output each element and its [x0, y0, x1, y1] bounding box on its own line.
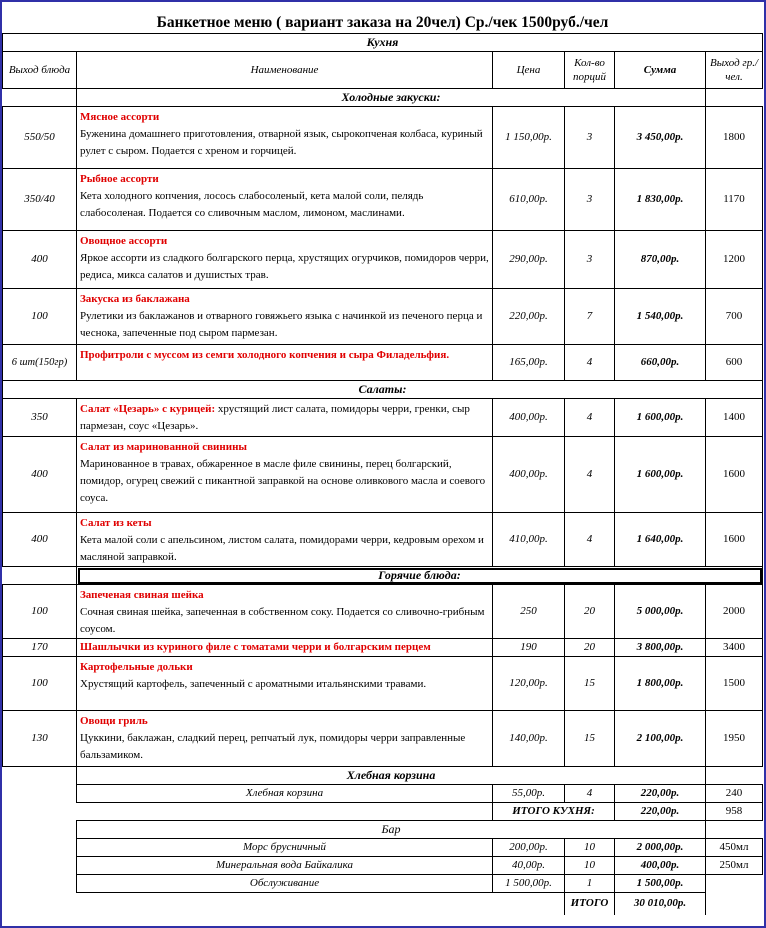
kitchen-total-label: ИТОГО КУХНЯ: [493, 803, 615, 821]
dish-desc: Маринованное в травах, обжаренное в масле филе свинины, перец болгарский, помидор, огурец свежий с пикантной заправкой на основе оливкового масла и соевого соуса. [80, 458, 486, 504]
dish-desc: Хрустящий картофель, запеченный с ароматными итальянскими травами. [80, 678, 427, 690]
header-row [3, 52, 763, 89]
menu-sheet [2, 2, 764, 926]
table-row: 100 Закуска из баклажана Рулетики из баклажанов и отварного говяжьего языка с начинкой из печеного перца и чеснока, запеченные под сыром пармезан. 220,00р. 7 1 540,00р. 700 [3, 289, 763, 345]
table-row: 400 Овощное ассорти Яркое ассорти из сладкого болгарского перца, хрустящих огурчиков, помидоров черри, редиса, микса салатов и душистых трав. 290,00р. 3 870,00р. 1200 [3, 231, 763, 289]
table-row: 170 Шашлычки из куриного филе с томатами черри и болгарским перцем 190 20 3 800,00р. 3400 [3, 639, 763, 657]
dish-desc: Цуккини, баклажан, сладкий перец, репчатый лук, помидоры черри заправленные бальзамиком. [80, 732, 466, 761]
table-row: 6 шт(150гр) Профитроли с муссом из семги холодного копчения и сыра Филадельфия. 165,00р. 4 660,00р. 600 [3, 345, 763, 381]
col-header-out: Выход блюда [3, 52, 77, 89]
dish-desc: хрустящий лист салата, помидоры черри, гренки, сыр пармезан, соус «Цезарь». [80, 403, 470, 432]
dish-cell [77, 639, 493, 657]
dish-name: Рыбное ассорти [80, 173, 159, 185]
table-row: 400 Салат из маринованной свинины Маринованное в травах, обжаренное в масле филе свинины, перец болгарский, помидор, огурец свежий с пикантной заправкой на основе оливкового масла и соевого соуса. 400,00р. 4 1 600,00р. 1600 [3, 437, 763, 513]
dish-cell [77, 289, 493, 345]
dish-cell [77, 437, 493, 513]
dish-name: Салат «Цезарь» с курицей: [80, 403, 216, 415]
table-row: 400 Салат из кеты Кета малой соли с апельсином, листом салата, помидорами черри, кедровым орехом и масляной заправкой. 410,00р. 4 1 640,00р. 1600 [3, 513, 763, 567]
dish-name: Салат из кеты [80, 517, 152, 529]
dish-cell [77, 711, 493, 767]
table-row: 350/40 Рыбное ассорти Кета холодного копчения, лосось слабосоленый, кета малой соли, пелядь слабосоленая. Подается со сливочным маслом, лимоном, маслинами. 610,00р. 3 1 830,00р. 1170 [3, 169, 763, 231]
dish-cell [77, 345, 493, 381]
col-header-qty: Кол-во порций [565, 52, 615, 89]
dish-name: Овощи гриль [80, 715, 148, 727]
table-row: Морс брусничный 200,00р. 10 2 000,00р. 450мл [3, 839, 763, 857]
kitchen-total-sum: 220,00р. [615, 803, 706, 821]
dish-desc: Буженина домашнего приготовления, отварной язык, сырокопченая колбаса, куриный рулет с сыром. Подается с хреном и горчицей. [80, 128, 483, 157]
section-hot: Горячие блюда: [77, 567, 763, 585]
grand-total-row [3, 893, 763, 915]
dish-name: Профитроли с муссом из семги холодного копчения и сыра Филадельфия. [80, 349, 450, 361]
dish-cell [77, 169, 493, 231]
grand-total-sum: 30 010,00р. [615, 893, 706, 915]
section-bar: Бар [77, 821, 706, 839]
page-title: Банкетное меню ( вариант заказа на 20чел) Ср./чек 1500руб./чел [156, 14, 609, 31]
table-row: 130 Овощи гриль Цуккини, баклажан, сладкий перец, репчатый лук, помидоры черри заправленные бальзамиком. 140,00р. 15 2 100,00р. 1950 [3, 711, 763, 767]
dish-cell [77, 399, 493, 437]
kitchen-total-row [3, 803, 763, 821]
dish-cell [77, 585, 493, 639]
dish-cell [77, 657, 493, 711]
dish-desc: Сочная свиная шейка, запеченная в собственном соку. Подается со сливочно-грибным соусом. [80, 606, 485, 635]
section-bread: Хлебная корзина [77, 767, 706, 785]
dish-name: Овощное ассорти [80, 235, 168, 247]
table-row: Минеральная вода Байкалика 40,00р. 10 400,00р. 250мл [3, 857, 763, 875]
table-row: 100 Картофельные дольки Хрустящий картофель, запеченный с ароматными итальянскими травами. 120,00р. 15 1 800,00р. 1500 [3, 657, 763, 711]
dish-cell [77, 107, 493, 169]
section-salads: Салаты: [3, 381, 763, 399]
banquet-menu-table [2, 2, 763, 915]
dish-desc: Рулетики из баклажанов и отварного говяжьего языка с начинкой из печеного перца и чеснока, запеченные под сыром пармезан. [80, 310, 483, 339]
col-header-sum: Сумма [615, 52, 706, 89]
dish-desc: Яркое ассорти из сладкого болгарского перца, хрустящих огурчиков, помидоров черри, редиса, микса салатов и душистых трав. [80, 252, 489, 281]
col-header-name: Наименование [77, 52, 493, 89]
table-row: 550/50 Мясное ассорти Буженина домашнего приготовления, отварной язык, сырокопченая колбаса, куриный рулет с сыром. Подается с хреном и горчицей. 1 150,00р. 3 3 450,00р. 1800 [3, 107, 763, 169]
grand-total-label: ИТОГО [565, 893, 615, 915]
kitchen-total-per: 958 [706, 803, 763, 821]
dish-name: Салат из маринованной свинины [80, 441, 247, 453]
dish-cell [77, 231, 493, 289]
dish-name: Запеченая свиная шейка [80, 589, 204, 601]
dish-name: Мясное ассорти [80, 111, 160, 123]
table-row: 100 Запеченая свиная шейка Сочная свиная шейка, запеченная в собственном соку. Подается со сливочно-грибным соусом. 250 20 5 000,00р. 2000 [3, 585, 763, 639]
dish-desc: Кета малой соли с апельсином, листом салата, помидорами черри, кедровым орехом и масляной заправкой. [80, 534, 484, 563]
section-kitchen: Кухня [3, 34, 763, 52]
dish-desc: Кета холодного копчения, лосось слабосоленый, кета малой соли, пелядь слабосоленая. Подается со сливочным маслом, лимоном, маслинами. [80, 190, 424, 219]
table-row: 350 Салат «Цезарь» с курицей: хрустящий лист салата, помидоры черри, гренки, сыр пармезан, соус «Цезарь». 400,00р. 4 1 600,00р. 1400 [3, 399, 763, 437]
dish-name: Закуска из баклажана [80, 293, 190, 305]
dish-name: Шашлычки из куриного филе с томатами черри и болгарским перцем [80, 641, 431, 653]
col-header-price: Цена [493, 52, 565, 89]
col-header-out-per: Выход гр./чел. [706, 52, 763, 89]
dish-cell [77, 513, 493, 567]
table-row: Обслуживание 1 500,00р. 1 1 500,00р. [3, 875, 763, 893]
section-cold: Холодные закуски: [77, 89, 706, 107]
table-row: Хлебная корзина 55,00р. 4 220,00р. 240 [3, 785, 763, 803]
dish-name: Картофельные дольки [80, 661, 193, 673]
